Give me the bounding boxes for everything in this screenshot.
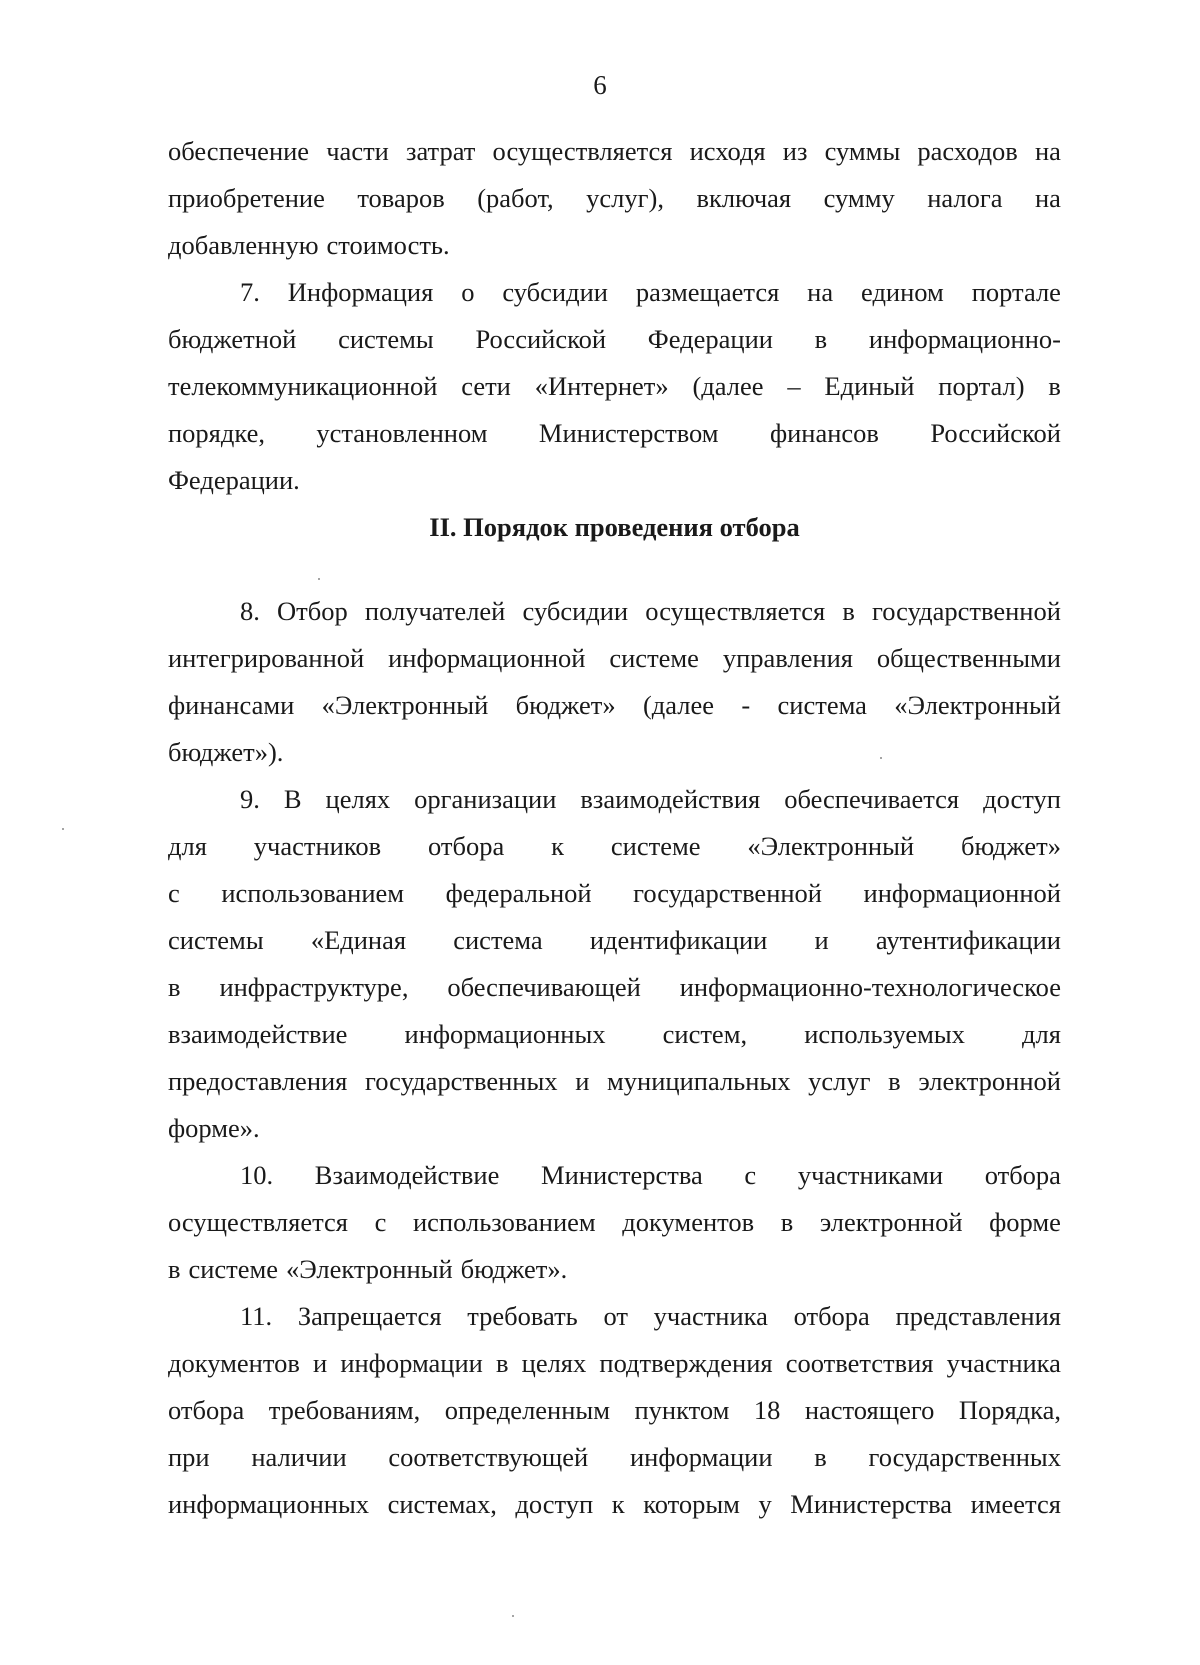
intro-paragraphs: [168, 128, 1061, 504]
text-line: предоставления государственных и муниципальных услуг в электронной: [168, 1066, 1061, 1096]
text-line: бюджет»).: [168, 737, 284, 767]
text-line: 10. Взаимодействие Министерства с участниками отбора: [240, 1160, 1061, 1190]
section-heading: II. Порядок проведения отбора: [429, 512, 800, 542]
text-line: Федерации.: [168, 465, 300, 495]
text-line: порядке, установленном Министерством финансов Российской: [168, 418, 1061, 448]
scan-speck: [318, 578, 320, 580]
text-line: обеспечение части затрат осуществляется исходя из суммы расходов на: [168, 136, 1061, 166]
text-line: финансами «Электронный бюджет» (далее - система «Электронный: [168, 690, 1061, 720]
text-line: бюджетной системы Российской Федерации в информационно-: [168, 324, 1061, 354]
paragraph-p10: [168, 1152, 1061, 1293]
text-line: документов и информации в целях подтверждения соответствия участника: [168, 1348, 1061, 1378]
text-line: при наличии соответствующей информации в государственных: [168, 1442, 1061, 1472]
text-line: информационных системах, доступ к которым у Министерства имеется: [168, 1489, 1061, 1519]
text-line: в системе «Электронный бюджет».: [168, 1254, 568, 1284]
text-line: телекоммуникационной сети «Интернет» (далее – Единый портал) в: [168, 371, 1061, 401]
text-line: взаимодействие информационных систем, используемых для: [168, 1019, 1061, 1049]
document-body: [168, 128, 1061, 1528]
text-line: 9. В целях организации взаимодействия обеспечивается доступ: [240, 784, 1061, 814]
paragraph-p-continuation: [168, 128, 1061, 269]
text-line: осуществляется с использованием документов в электронной форме: [168, 1207, 1061, 1237]
paragraph-p7: [168, 269, 1061, 504]
scan-speck: [62, 828, 64, 830]
text-line: для участников отбора к системе «Электронный бюджет»: [168, 831, 1061, 861]
paragraph-p11: [168, 1293, 1061, 1528]
text-line: форме».: [168, 1113, 260, 1143]
text-line: отбора требованиям, определенным пунктом 18 настоящего Порядка,: [168, 1395, 1061, 1425]
text-line: системы «Единая система идентификации и аутентификации: [168, 925, 1061, 955]
paragraph-p9: [168, 776, 1061, 1152]
scan-speck: [880, 757, 882, 759]
page-number: 6: [593, 70, 607, 100]
text-line: приобретение товаров (работ, услуг), включая сумму налога на: [168, 183, 1061, 213]
text-line: добавленную стоимость.: [168, 230, 450, 260]
text-line: 7. Информация о субсидии размещается на едином портале: [240, 277, 1061, 307]
scan-speck: [512, 1615, 514, 1617]
text-line: с использованием федеральной государственной информационной: [168, 878, 1061, 908]
text-line: 11. Запрещается требовать от участника отбора представления: [240, 1301, 1061, 1331]
text-line: 8. Отбор получателей субсидии осуществляется в государственной: [240, 596, 1061, 626]
section-paragraphs: [168, 588, 1061, 1528]
text-line: интегрированной информационной системе управления общественными: [168, 643, 1061, 673]
text-line: в инфраструктуре, обеспечивающей информационно-технологическое: [168, 972, 1061, 1002]
paragraph-p8: [168, 588, 1061, 776]
